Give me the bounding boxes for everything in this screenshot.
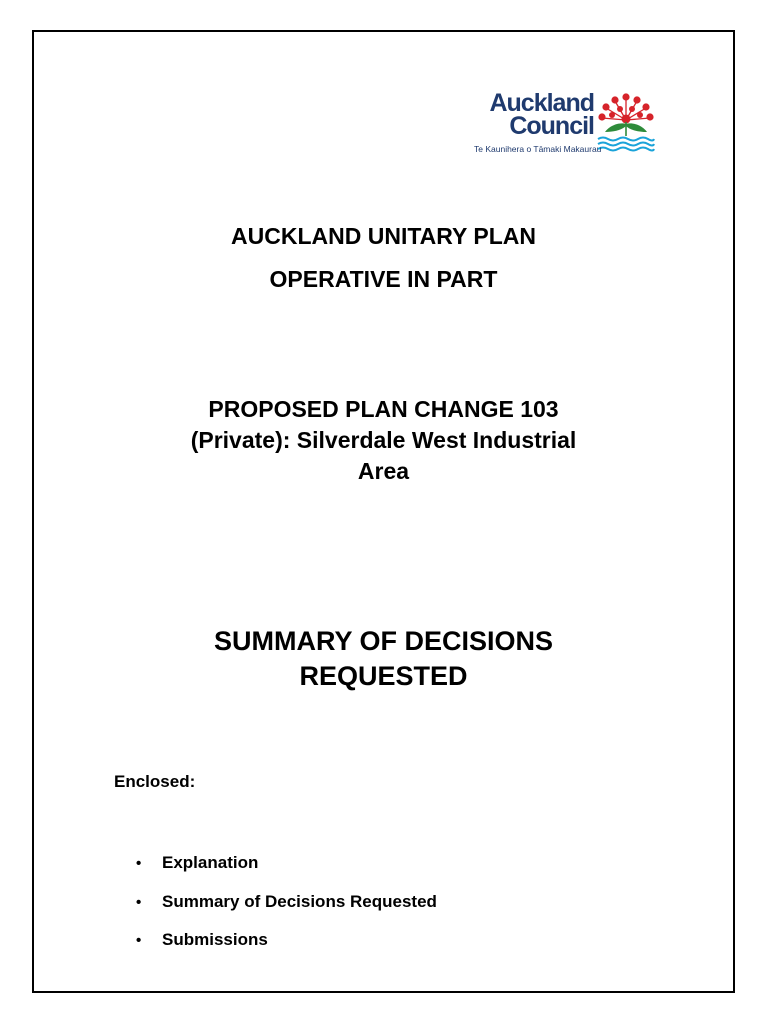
- list-item: [136, 844, 437, 883]
- enclosed-label: Enclosed:: [114, 772, 196, 791]
- summary-title: [34, 624, 733, 694]
- bullet-icon: •: [136, 893, 142, 911]
- plan-title-line-2: OPERATIVE IN PART: [269, 266, 498, 292]
- bullet-icon: •: [136, 932, 142, 949]
- summary-title-line-1: SUMMARY OF DECISIONS: [213, 626, 554, 656]
- summary-title-line-2: REQUESTED: [299, 661, 468, 691]
- plan-title: [34, 215, 733, 301]
- logo-tagline: Te Kaunihera o Tāmaki Makaurau: [474, 144, 602, 154]
- list-item-label: Submissions: [162, 930, 268, 949]
- plan-change-line-3: Area: [357, 458, 410, 484]
- plan-change-line-1: PROPOSED PLAN CHANGE 103: [208, 396, 559, 422]
- plan-change-line-2: (Private): Silverdale West Industrial: [190, 427, 577, 453]
- logo-word-auckland: Auckland: [489, 89, 594, 117]
- list-item: [136, 921, 437, 960]
- logo-word-council: Council: [509, 112, 594, 140]
- document-page: [32, 30, 735, 993]
- auckland-council-logo: [474, 89, 654, 187]
- plan-change-title: [34, 394, 733, 487]
- enclosed-list: [136, 844, 437, 960]
- plan-title-line-1: AUCKLAND UNITARY PLAN: [231, 223, 536, 249]
- list-item-label: Explanation: [162, 853, 259, 872]
- list-item: [136, 883, 437, 922]
- list-item-label: Summary of Decisions Requested: [162, 891, 437, 911]
- bullet-icon: •: [136, 855, 142, 872]
- logo-wordmark: [474, 89, 594, 140]
